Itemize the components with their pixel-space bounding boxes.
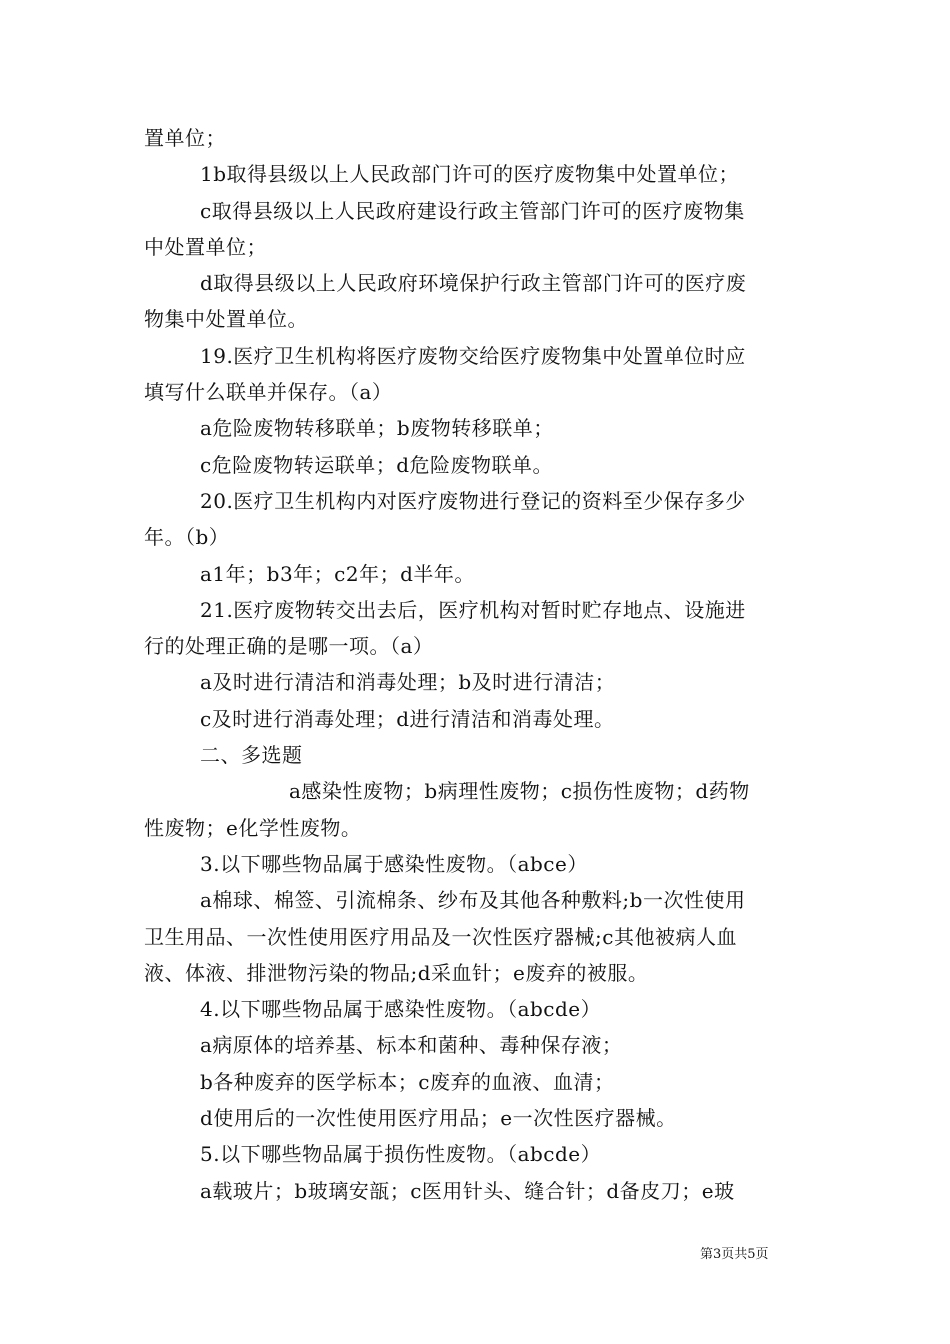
text-line: 二、多选题	[200, 743, 303, 768]
text-line: a及时进行清洁和消毒处理；b及时进行清洁；	[200, 670, 616, 695]
text-line: 行的处理正确的是哪一项。（a）	[144, 634, 434, 659]
text-line: 3.以下哪些物品属于感染性废物。（abce）	[200, 851, 588, 876]
text-line: a危险废物转移联单；b废物转移联单；	[200, 416, 554, 441]
text-line: 20.医疗卫生机构内对医疗废物进行登记的资料至少保存多少	[200, 488, 746, 513]
text-line: 5.以下哪些物品属于损伤性废物。（abcde）	[200, 1142, 602, 1167]
text-line: 中处置单位；	[144, 234, 267, 259]
text-line: b各种废弃的医学标本；c废弃的血液、血清；	[200, 1069, 615, 1094]
text-line: 19.医疗卫生机构将医疗废物交给医疗废物集中处置单位时应	[200, 343, 746, 368]
text-line: a载玻片；b玻璃安瓿；c医用针头、缝合针；d备皮刀；e玻	[200, 1178, 735, 1203]
text-line: c及时进行消毒处理；d进行清洁和消毒处理。	[200, 706, 615, 731]
text-line: a棉球、棉签、引流棉条、纱布及其他各种敷料;b一次性使用	[200, 888, 746, 913]
document-body	[144, 120, 810, 1209]
text-line: a病原体的培养基、标本和菌种、毒种保存液；	[200, 1033, 623, 1058]
text-line: 4.以下哪些物品属于感染性废物。（abcde）	[200, 997, 602, 1022]
text-line: d使用后的一次性使用医疗用品；e一次性医疗器械。	[200, 1106, 677, 1131]
page-number-footer: 第3页共5页	[700, 1247, 769, 1262]
text-line: 物集中处置单位。	[144, 307, 308, 332]
text-line: a1年；b3年；c2年；d半年。	[200, 561, 475, 586]
text-line: 填写什么联单并保存。（a）	[144, 380, 393, 405]
text-line: d取得县级以上人民政府环境保护行政主管部门许可的医疗废	[200, 271, 747, 296]
text-line: 年。（b）	[144, 525, 230, 550]
text-line: 21.医疗废物转交出去后，医疗机构对暂时贮存地点、设施进	[200, 597, 746, 622]
text-line: 1b取得县级以上人民政部门许可的医疗废物集中处置单位；	[200, 162, 740, 187]
text-line: 液、体液、排泄物污染的物品;d采血针；e废弃的被服。	[144, 960, 649, 985]
text-line: 卫生用品、一次性使用医疗用品及一次性医疗器械;c其他被病人血	[144, 924, 737, 949]
text-line: 性废物；e化学性废物。	[144, 815, 362, 840]
text-line: c危险废物转运联单；d危险废物联单。	[200, 452, 554, 477]
text-line: a感染性废物；b病理性废物；c损伤性废物；d药物	[289, 779, 750, 804]
text-line: c取得县级以上人民政府建设行政主管部门许可的医疗废物集	[200, 198, 745, 223]
text-line: 置单位；	[144, 126, 226, 150]
